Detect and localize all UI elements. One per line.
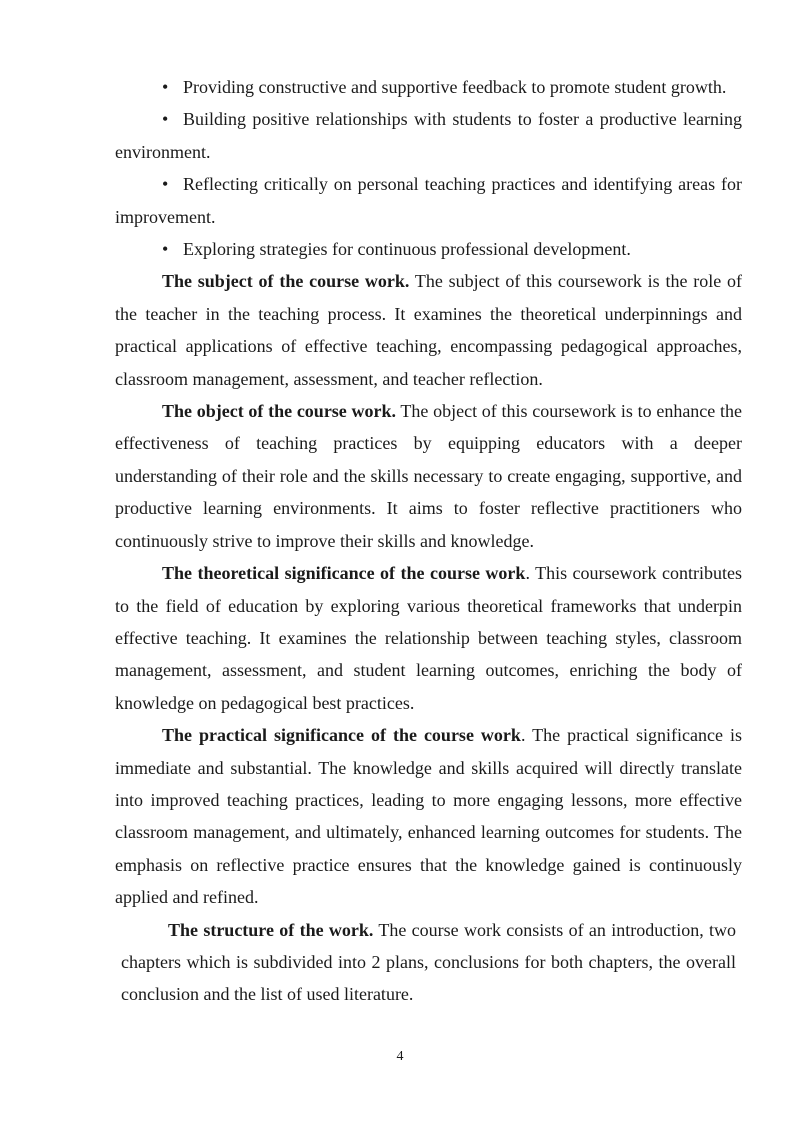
practical-heading: The practical significance of the course work: [162, 725, 521, 746]
subject-heading: The subject of the course work.: [162, 271, 410, 292]
practical-body: . The practical significance is immediate and substantial. The knowledge and skills acquired will directly translate into improved teaching practices, leading to more engaging lessons, more effective classroom management, and ultimately, enhanced learning outcomes for students. The emphasis on reflective practice ensures that the knowledge gained is continuously applied and refined.: [115, 725, 743, 908]
object-heading: The object of the course work.: [162, 401, 397, 422]
bullet-text: Reflecting critically on personal teaching practices and identifying areas for improvement.: [115, 174, 742, 227]
subject-paragraph: [115, 265, 742, 395]
page-number: 4: [396, 1049, 404, 1064]
bullet-symbol: •: [162, 77, 169, 97]
object-paragraph: [115, 395, 742, 557]
bullet-symbol: •: [162, 239, 169, 260]
object-body: The object of this coursework is to enhance the effectiveness of teaching practices by equipping educators with a deeper understanding of their role and the skills necessary to create engaging, supportive, and productive learning environments. It aims to foster reflective practitioners who continuously strive to improve their skills and knowledge.: [115, 401, 742, 551]
structure-heading: The structure of the work.: [168, 919, 374, 940]
structure-paragraph: [121, 914, 736, 1011]
bullet-text: Building positive relationships with students to foster a productive learning environment.: [115, 109, 742, 162]
bullet-text: Providing constructive and supportive feedback to promote student growth.: [183, 77, 727, 97]
bullet-item: [115, 168, 742, 233]
theoretical-body: . This coursework contributes to the field of education by exploring various theoretical frameworks that underpin effective teaching. It examines the relationship between teaching styles, classroom management, assessment, and student learning outcomes, enriching the body of knowledge on pedagogical best practices.: [115, 563, 742, 713]
subject-body: The subject of this coursework is the role of the teacher in the teaching process. It examines the theoretical underpinnings and practical applications of effective teaching, encompassing pedagogical approaches, classroom management, assessment, and teacher reflection.: [115, 271, 742, 389]
bullet-item: [115, 103, 742, 168]
theoretical-heading: The theoretical significance of the course work: [162, 563, 526, 584]
bullet-item: [115, 233, 742, 265]
bullet-text: Exploring strategies for continuous professional development.: [183, 239, 631, 260]
bullet-symbol: •: [162, 109, 169, 130]
document-page: [115, 71, 742, 1011]
bullet-item: [115, 71, 742, 103]
practical-paragraph: [115, 719, 742, 913]
structure-body: The course work consists of an introduction, two chapters which is subdivided into 2 plans, conclusions for both chapters, the overall conclusion and the list of used literature.: [121, 919, 737, 1005]
bullet-symbol: •: [162, 174, 169, 195]
theoretical-paragraph: [115, 557, 742, 719]
